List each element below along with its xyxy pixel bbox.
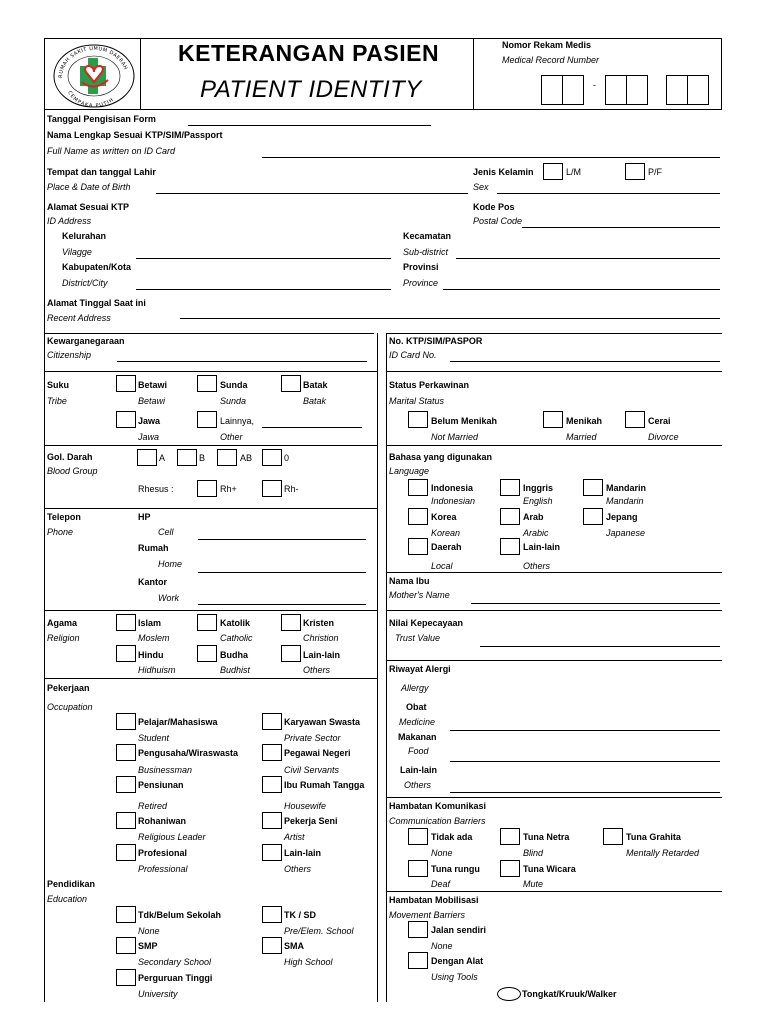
trust-label: Nilai Kepecayaan bbox=[389, 618, 464, 628]
marital-married-checkbox[interactable] bbox=[543, 411, 563, 428]
tribe-batak-checkbox[interactable] bbox=[281, 375, 301, 392]
occupation-private-label-en: Private Sector bbox=[284, 733, 341, 743]
form-title: KETERANGAN PASIEN bbox=[178, 40, 440, 66]
blood-b-label: B bbox=[199, 453, 206, 463]
language-mandarin-label: Mandarin bbox=[606, 483, 647, 493]
tribe-sunda-label: Sunda bbox=[220, 380, 248, 390]
idcard-label-en: ID Card No. bbox=[389, 350, 437, 360]
language-japanese-checkbox[interactable] bbox=[583, 508, 603, 525]
religion-islam-checkbox[interactable] bbox=[116, 614, 136, 631]
occupation-business-label-en: Businessman bbox=[138, 765, 193, 775]
occupation-professional-label-en: Professional bbox=[138, 864, 188, 874]
communication-label-en: Communication Barriers bbox=[389, 816, 486, 826]
religion-budha-checkbox[interactable] bbox=[197, 645, 217, 662]
mobility-label: Hambatan Mobilisasi bbox=[389, 895, 479, 905]
marital-label: Status Perkawinan bbox=[389, 380, 470, 390]
occupation-civil-label-en: Civil Servants bbox=[284, 765, 340, 775]
occupation-religious-checkbox[interactable] bbox=[116, 812, 136, 829]
marital-married-label: Menikah bbox=[566, 416, 603, 426]
office-phone-label-en: Work bbox=[158, 593, 179, 603]
occupation-professional-checkbox[interactable] bbox=[116, 844, 136, 861]
section-divider bbox=[386, 891, 722, 892]
education-sma-label-en: High School bbox=[284, 957, 333, 967]
tribe-betawi-label: Betawi bbox=[138, 380, 168, 390]
education-smp-checkbox[interactable] bbox=[116, 937, 136, 954]
recent-address-label: Alamat Tinggal Saat ini bbox=[47, 298, 146, 308]
marital-single-label-en: Not Married bbox=[431, 432, 479, 442]
religion-other-checkbox[interactable] bbox=[281, 645, 301, 662]
occupation-retired-checkbox[interactable] bbox=[116, 776, 136, 793]
comm-mute-label: Tuna Wicara bbox=[523, 864, 576, 874]
home-phone-label: Rumah bbox=[138, 543, 169, 553]
blood-o-checkbox[interactable] bbox=[262, 449, 282, 466]
occupation-other-label-en: Others bbox=[284, 864, 312, 874]
phone-label-en: Phone bbox=[47, 527, 74, 537]
province-label-en: Province bbox=[403, 278, 439, 288]
language-korea-checkbox[interactable] bbox=[408, 508, 428, 525]
village-label-en: Vilagge bbox=[62, 247, 92, 257]
allergy-food-field[interactable] bbox=[450, 761, 720, 762]
language-other-label-en: Others bbox=[523, 561, 551, 571]
blood-a-label: A bbox=[159, 453, 166, 463]
postal-field[interactable] bbox=[522, 227, 720, 228]
form-subtitle: PATIENT IDENTITY bbox=[200, 76, 422, 103]
language-label: Bahasa yang digunakan bbox=[389, 452, 493, 462]
language-english-label: Inggris bbox=[523, 483, 554, 493]
religion-katolik-checkbox[interactable] bbox=[197, 614, 217, 631]
sex-female-label: P/F bbox=[648, 167, 663, 177]
religion-label: Agama bbox=[47, 618, 78, 628]
religion-label-en: Religion bbox=[47, 633, 80, 643]
full-name-label-en: Full Name as written on ID Card bbox=[47, 146, 176, 156]
religion-budha-label-en: Budhist bbox=[220, 665, 251, 675]
comm-none-label: Tidak ada bbox=[431, 832, 473, 842]
tribe-sunda-checkbox[interactable] bbox=[197, 375, 217, 392]
education-label-en: Education bbox=[47, 894, 88, 904]
education-smp-label-en: Secondary School bbox=[138, 957, 212, 967]
district-label: Kabupaten/Kota bbox=[62, 262, 132, 272]
tribe-batak-label: Batak bbox=[303, 380, 328, 390]
trust-field[interactable] bbox=[480, 646, 720, 647]
language-local-checkbox[interactable] bbox=[408, 538, 428, 555]
idcard-field[interactable] bbox=[450, 361, 720, 362]
language-japanese-label: Jepang bbox=[606, 512, 638, 522]
mobility-tools-label-en: Using Tools bbox=[431, 972, 478, 982]
comm-blind-checkbox[interactable] bbox=[500, 828, 520, 845]
allergy-label: Riwayat Alergi bbox=[389, 664, 451, 674]
sex-male-checkbox[interactable] bbox=[543, 163, 563, 180]
tribe-label: Suku bbox=[47, 380, 70, 390]
trust-label-en: Trust Value bbox=[395, 633, 441, 643]
recent-address-label-en: Recent Address bbox=[47, 313, 111, 323]
column-divider bbox=[377, 333, 378, 1002]
full-name-label: Nama Lengkap Sesuai KTP/SIM/Passport bbox=[47, 130, 223, 140]
rhesus-label: Rhesus : bbox=[138, 484, 174, 494]
language-local-label: Daerah bbox=[431, 542, 462, 552]
rh-minus-checkbox[interactable] bbox=[262, 480, 282, 497]
sex-field-line bbox=[497, 193, 720, 194]
mr-digit-box[interactable] bbox=[562, 75, 584, 105]
section-divider bbox=[44, 610, 377, 611]
mother-name-field[interactable] bbox=[471, 603, 720, 604]
religion-kristen-label-en: Christion bbox=[303, 633, 339, 643]
occupation-student-label: Pelajar/Mahasiswa bbox=[138, 717, 218, 727]
mobility-tools-label: Dengan Alat bbox=[431, 956, 484, 966]
mobility-self-label-en: None bbox=[431, 941, 453, 951]
mother-name-label-en: Mother's Name bbox=[389, 590, 450, 600]
religion-islam-label-en: Moslem bbox=[138, 633, 170, 643]
sex-label-en: Sex bbox=[473, 182, 489, 192]
sex-label: Jenis Kelamin bbox=[473, 167, 534, 177]
occupation-housewife-checkbox[interactable] bbox=[262, 776, 282, 793]
birth-field[interactable] bbox=[156, 193, 468, 194]
religion-other-label: Lain-lain bbox=[303, 650, 341, 660]
occupation-artist-label: Pekerja Seni bbox=[284, 816, 338, 826]
phone-label: Telepon bbox=[47, 512, 81, 522]
communication-label: Hambatan Komunikasi bbox=[389, 801, 487, 811]
idcard-label: No. KTP/SIM/PASPOR bbox=[389, 336, 483, 346]
occupation-retired-label-en: Retired bbox=[138, 801, 168, 811]
mr-digit-box[interactable] bbox=[605, 75, 627, 105]
religion-islam-label: Islam bbox=[138, 618, 162, 628]
language-other-checkbox[interactable] bbox=[500, 538, 520, 555]
occupation-professional-label: Profesional bbox=[138, 848, 188, 858]
religion-kristen-label: Kristen bbox=[303, 618, 335, 628]
religion-katolik-label-en: Catholic bbox=[220, 633, 253, 643]
language-indonesia-checkbox[interactable] bbox=[408, 479, 428, 496]
blood-ab-checkbox[interactable] bbox=[217, 449, 237, 466]
recent-address-field[interactable] bbox=[180, 318, 720, 319]
citizenship-label-en: Citizenship bbox=[47, 350, 92, 360]
mother-name-label: Nama Ibu bbox=[389, 576, 430, 586]
language-korea-label-en: Korean bbox=[431, 528, 461, 538]
citizenship-label: Kewarganegaraan bbox=[47, 336, 125, 346]
comm-retarded-label: Tuna Grahita bbox=[626, 832, 681, 842]
tribe-other-label-en: Other bbox=[220, 432, 243, 442]
marital-single-checkbox[interactable] bbox=[408, 411, 428, 428]
mr-digit-box[interactable] bbox=[666, 75, 688, 105]
occupation-artist-checkbox[interactable] bbox=[262, 812, 282, 829]
occupation-retired-label: Pensiunan bbox=[138, 780, 184, 790]
language-indonesia-label: Indonesia bbox=[431, 483, 474, 493]
hp-label: HP bbox=[138, 512, 151, 522]
subdistrict-field[interactable] bbox=[456, 258, 720, 259]
village-field[interactable] bbox=[136, 258, 391, 259]
column-divider bbox=[386, 333, 387, 1002]
comm-deaf-label-en: Deaf bbox=[431, 879, 451, 889]
education-sma-label: SMA bbox=[284, 941, 304, 951]
occupation-religious-label: Rohaniwan bbox=[138, 816, 187, 826]
rh-plus-checkbox[interactable] bbox=[197, 480, 217, 497]
section-divider bbox=[44, 445, 377, 446]
subdistrict-label-en: Sub-district bbox=[403, 247, 449, 257]
language-mandarin-checkbox[interactable] bbox=[583, 479, 603, 496]
allergy-medicine-label: Obat bbox=[406, 702, 427, 712]
comm-mute-label-en: Mute bbox=[523, 879, 544, 889]
postal-label-en: Postal Code bbox=[473, 216, 523, 226]
education-university-checkbox[interactable] bbox=[116, 969, 136, 986]
comm-retarded-checkbox[interactable] bbox=[603, 828, 623, 845]
sex-female-checkbox[interactable] bbox=[625, 163, 645, 180]
education-elementary-checkbox[interactable] bbox=[262, 906, 282, 923]
blood-label-en: Blood Group bbox=[47, 466, 98, 476]
medical-record-label: Nomor Rekam Medis bbox=[502, 40, 592, 50]
comm-deaf-label: Tuna rungu bbox=[431, 864, 480, 874]
language-label-en: Language bbox=[389, 466, 430, 476]
blood-a-checkbox[interactable] bbox=[137, 449, 157, 466]
birth-label-en: Place & Date of Birth bbox=[47, 182, 131, 192]
education-label: Pendidikan bbox=[47, 879, 96, 889]
occupation-civil-checkbox[interactable] bbox=[262, 744, 282, 761]
section-divider bbox=[386, 572, 722, 573]
section-divider bbox=[386, 797, 722, 798]
svg-text:CEMPAKA PUTIH: CEMPAKA PUTIH bbox=[66, 89, 116, 108]
allergy-medicine-field[interactable] bbox=[450, 730, 720, 731]
allergy-medicine-label-en: Medicine bbox=[399, 717, 436, 727]
occupation-label: Pekerjaan bbox=[47, 683, 90, 693]
hp-label-en: Cell bbox=[158, 527, 174, 537]
header-divider bbox=[140, 38, 141, 110]
office-phone-field[interactable] bbox=[198, 604, 366, 605]
hp-field[interactable] bbox=[198, 539, 366, 540]
blood-label: Gol. Darah bbox=[47, 452, 93, 462]
district-field[interactable] bbox=[136, 289, 391, 290]
citizenship-field[interactable] bbox=[117, 361, 367, 362]
mobility-walker-radio[interactable] bbox=[497, 987, 521, 1001]
occupation-other-checkbox[interactable] bbox=[262, 844, 282, 861]
header-divider bbox=[473, 38, 474, 110]
blood-ab-label: AB bbox=[240, 453, 253, 463]
occupation-other-label: Lain-lain bbox=[284, 848, 322, 858]
tribe-sunda-label-en: Sunda bbox=[220, 396, 247, 406]
religion-kristen-checkbox[interactable] bbox=[281, 614, 301, 631]
language-indonesia-label-en: Indonesian bbox=[431, 496, 476, 506]
occupation-private-label: Karyawan Swasta bbox=[284, 717, 361, 727]
education-none-label-en: None bbox=[138, 926, 160, 936]
mobility-self-label: Jalan sendiri bbox=[431, 925, 487, 935]
district-label-en: District/City bbox=[62, 278, 108, 288]
section-divider bbox=[44, 333, 374, 334]
occupation-student-label-en: Student bbox=[138, 733, 170, 743]
birth-label: Tempat dan tanggal Lahir bbox=[47, 167, 156, 177]
occupation-housewife-label-en: Housewife bbox=[284, 801, 327, 811]
language-english-label-en: English bbox=[523, 496, 553, 506]
tribe-betawi-label-en: Betawi bbox=[138, 396, 166, 406]
subdistrict-label: Kecamatan bbox=[403, 231, 452, 241]
education-none-label: Tdk/Belum Sekolah bbox=[138, 910, 222, 920]
home-phone-label-en: Home bbox=[158, 559, 183, 569]
language-mandarin-label-en: Mandarin bbox=[606, 496, 644, 506]
occupation-civil-label: Pegawai Negeri bbox=[284, 748, 351, 758]
occupation-business-label: Pengusaha/Wiraswasta bbox=[138, 748, 238, 758]
mobility-label-en: Movement Barriers bbox=[389, 910, 466, 920]
office-phone-label: Kantor bbox=[138, 577, 167, 587]
mobility-self-checkbox[interactable] bbox=[408, 921, 428, 938]
allergy-label-en: Allergy bbox=[401, 683, 429, 693]
education-sma-checkbox[interactable] bbox=[262, 937, 282, 954]
allergy-food-label: Makanan bbox=[398, 732, 437, 742]
mobility-tools-checkbox[interactable] bbox=[408, 952, 428, 969]
education-university-label: Perguruan Tinggi bbox=[138, 973, 213, 983]
tribe-jawa-label-en: Jawa bbox=[138, 432, 160, 442]
religion-hindu-label-en: Hidhuism bbox=[138, 665, 176, 675]
mr-digit-box[interactable] bbox=[687, 75, 709, 105]
language-arabic-checkbox[interactable] bbox=[500, 508, 520, 525]
allergy-other-field[interactable] bbox=[450, 792, 720, 793]
education-university-label-en: University bbox=[138, 989, 178, 999]
tribe-other-field[interactable] bbox=[262, 427, 362, 428]
tribe-label-en: Tribe bbox=[47, 396, 67, 406]
postal-label: Kode Pos bbox=[473, 202, 515, 212]
svg-text:RUMAH SAKIT UMUM DAERAH: RUMAH SAKIT UMUM DAERAH bbox=[57, 45, 129, 79]
occupation-business-checkbox[interactable] bbox=[116, 744, 136, 761]
religion-hindu-label: Hindu bbox=[138, 650, 164, 660]
section-divider bbox=[386, 371, 722, 372]
blood-b-checkbox[interactable] bbox=[177, 449, 197, 466]
language-japanese-label-en: Japanese bbox=[606, 528, 646, 538]
marital-divorced-label-en: Divorce bbox=[648, 432, 679, 442]
village-label: Kelurahan bbox=[62, 231, 107, 241]
hospital-logo bbox=[52, 42, 136, 108]
section-divider bbox=[44, 508, 377, 509]
occupation-housewife-label: Ibu Rumah Tangga bbox=[284, 780, 365, 790]
occupation-artist-label-en: Artist bbox=[284, 832, 305, 842]
form-left-border bbox=[44, 110, 45, 1002]
language-arabic-label-en: Arabic bbox=[523, 528, 549, 538]
tribe-jawa-checkbox[interactable] bbox=[116, 411, 136, 428]
occupation-student-checkbox[interactable] bbox=[116, 713, 136, 730]
allergy-other-label: Lain-lain bbox=[400, 765, 438, 775]
section-divider bbox=[386, 660, 722, 661]
marital-divorced-checkbox[interactable] bbox=[625, 411, 645, 428]
province-label: Provinsi bbox=[403, 262, 439, 272]
section-divider bbox=[386, 445, 722, 446]
full-name-field[interactable] bbox=[262, 157, 720, 158]
tribe-other-label: Lainnya, bbox=[220, 416, 255, 426]
province-field[interactable] bbox=[443, 289, 720, 290]
occupation-label-en: Occupation bbox=[47, 702, 93, 712]
mr-digit-box[interactable] bbox=[541, 75, 563, 105]
section-divider bbox=[44, 371, 377, 372]
religion-hindu-checkbox[interactable] bbox=[116, 645, 136, 662]
comm-blind-label: Tuna Netra bbox=[523, 832, 570, 842]
language-korea-label: Korea bbox=[431, 512, 457, 522]
home-phone-field[interactable] bbox=[198, 572, 366, 573]
section-divider bbox=[386, 610, 722, 611]
tribe-jawa-label: Jawa bbox=[138, 416, 161, 426]
comm-retarded-label-en: Mentally Retarded bbox=[626, 848, 700, 858]
comm-mute-checkbox[interactable] bbox=[500, 860, 520, 877]
tribe-betawi-checkbox[interactable] bbox=[116, 375, 136, 392]
section-divider bbox=[386, 333, 722, 334]
language-english-checkbox[interactable] bbox=[500, 479, 520, 496]
language-arabic-label: Arab bbox=[523, 512, 544, 522]
marital-married-label-en: Married bbox=[566, 432, 597, 442]
religion-katolik-label: Katolik bbox=[220, 618, 251, 628]
comm-deaf-checkbox[interactable] bbox=[408, 860, 428, 877]
language-other-label: Lain-lain bbox=[523, 542, 561, 552]
section-divider bbox=[44, 678, 377, 679]
education-smp-label: SMP bbox=[138, 941, 158, 951]
occupation-religious-label-en: Religious Leader bbox=[138, 832, 206, 842]
mr-dash: - bbox=[593, 80, 596, 90]
address-label-en: ID Address bbox=[47, 216, 92, 226]
sex-male-label: L/M bbox=[566, 167, 582, 177]
blood-o-label: 0 bbox=[284, 453, 290, 463]
allergy-food-label-en: Food bbox=[408, 746, 429, 756]
allergy-other-label-en: Others bbox=[404, 780, 432, 790]
rh-plus-label: Rh+ bbox=[220, 484, 237, 494]
date-form-field[interactable] bbox=[188, 125, 431, 126]
tribe-batak-label-en: Batak bbox=[303, 396, 327, 406]
tribe-other-checkbox[interactable] bbox=[197, 411, 217, 428]
marital-single-label: Belum Menikah bbox=[431, 416, 498, 426]
language-local-label-en: Local bbox=[431, 561, 453, 571]
comm-none-label-en: None bbox=[431, 848, 453, 858]
mr-digit-box[interactable] bbox=[626, 75, 648, 105]
education-elementary-label: TK / SD bbox=[284, 910, 317, 920]
comm-none-checkbox[interactable] bbox=[408, 828, 428, 845]
date-form-label: Tanggal Pengisisan Form bbox=[47, 114, 156, 124]
occupation-private-checkbox[interactable] bbox=[262, 713, 282, 730]
religion-other-label-en: Others bbox=[303, 665, 331, 675]
rh-minus-label: Rh- bbox=[284, 484, 299, 494]
religion-budha-label: Budha bbox=[220, 650, 248, 660]
address-label: Alamat Sesuai KTP bbox=[47, 202, 130, 212]
marital-label-en: Marital Status bbox=[389, 396, 445, 406]
education-elementary-label-en: Pre/Elem. School bbox=[284, 926, 354, 936]
comm-blind-label-en: Blind bbox=[523, 848, 544, 858]
marital-divorced-label: Cerai bbox=[648, 416, 671, 426]
medical-record-label-en: Medical Record Number bbox=[502, 55, 600, 65]
mobility-walker-label: Tongkat/Kruuk/Walker bbox=[522, 989, 617, 999]
education-none-checkbox[interactable] bbox=[116, 906, 136, 923]
